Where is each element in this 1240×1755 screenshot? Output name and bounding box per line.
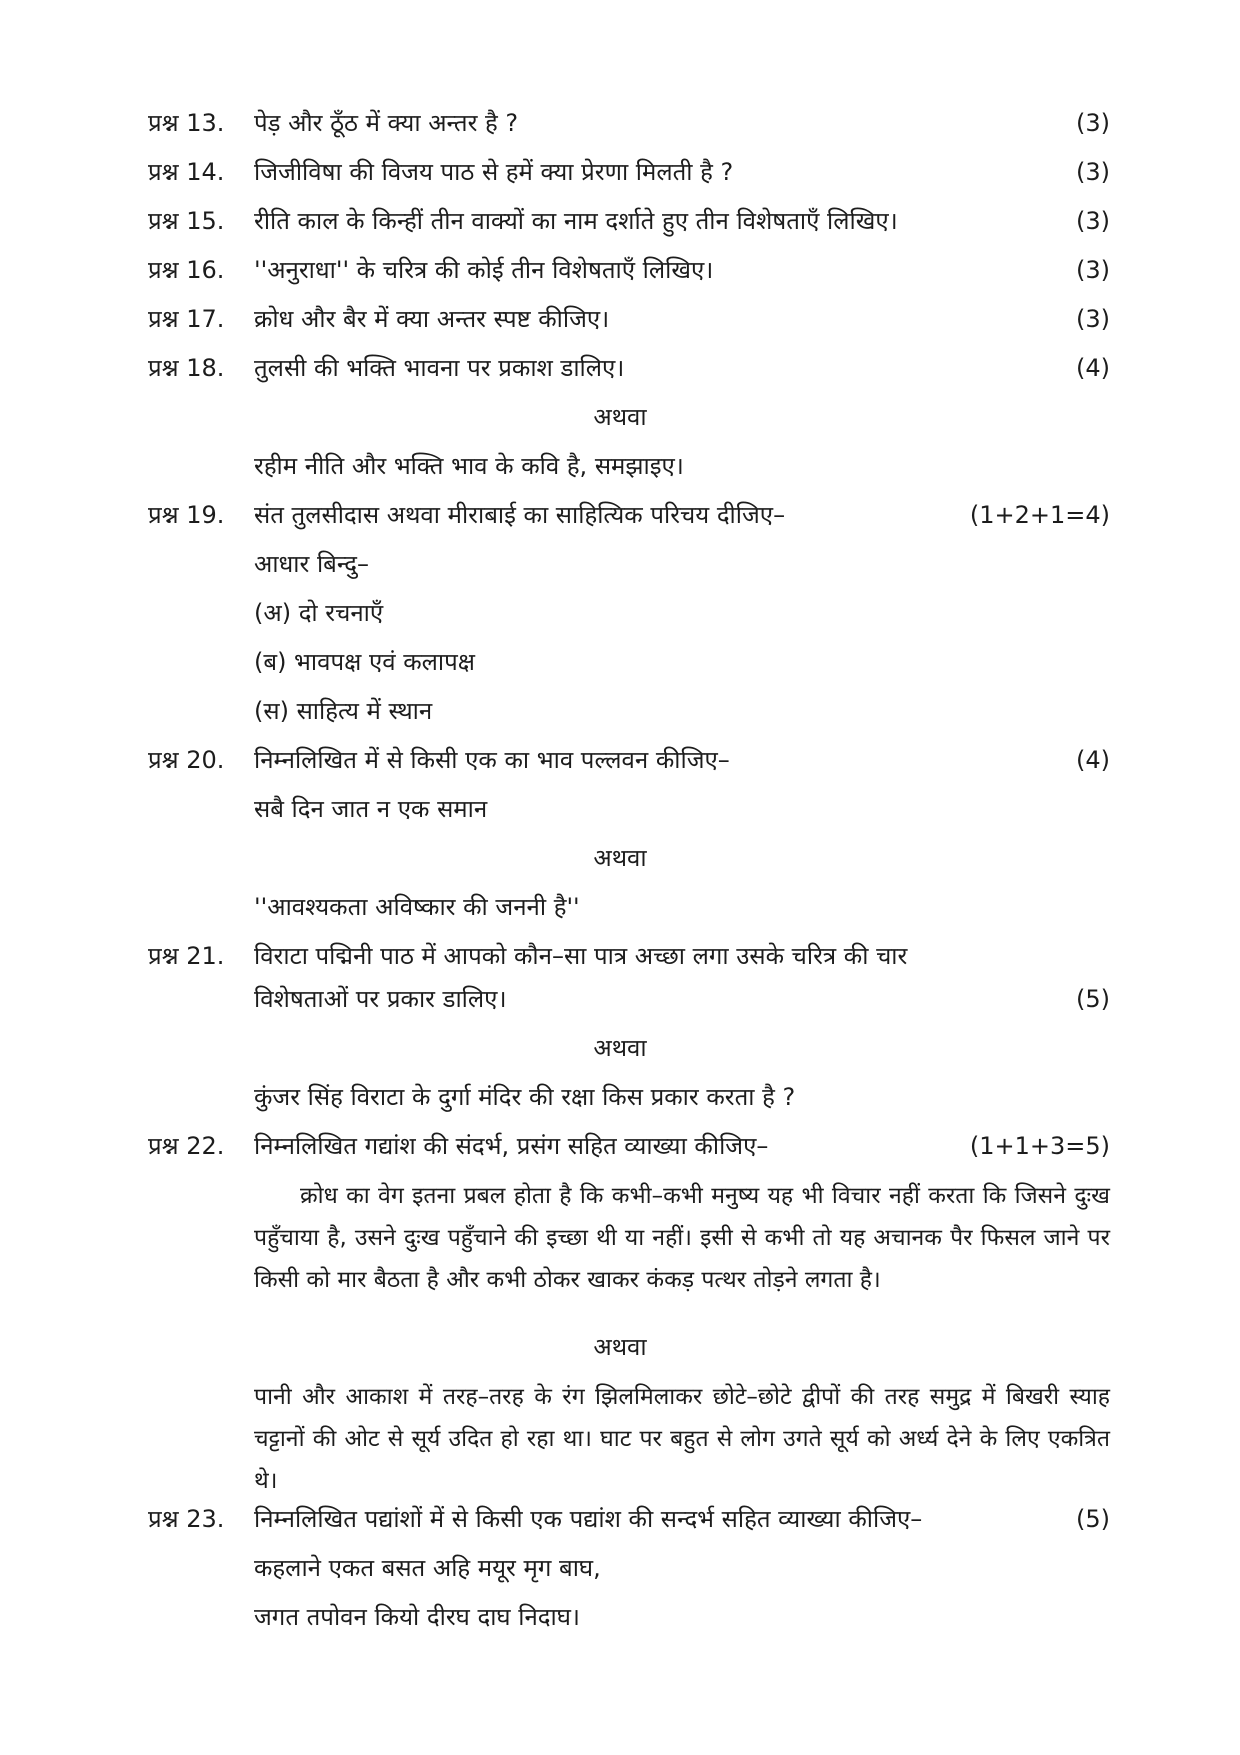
q17-text: क्रोध और बैर में क्या अन्तर स्पष्ट कीजिए। — [254, 305, 610, 333]
q23-text: निम्नलिखित पद्यांशों में से किसी एक पद्यांश की सन्दर्भ सहित व्याख्या कीजिए– — [254, 1505, 923, 1533]
q22-text: निम्नलिखित गद्यांश की संदर्भ, प्रसंग सहित व्याख्या कीजिए– — [254, 1132, 769, 1160]
q19-marks: (1+2+1=4) — [969, 501, 1110, 529]
q14-text: जिजीविषा की विजय पाठ से हमें क्या प्रेरणा मिलती है ? — [254, 158, 734, 186]
q20-alt2: ''आवश्यकता अविष्कार की जननी है'' — [254, 893, 580, 921]
q22-or: अथवा — [593, 1333, 647, 1361]
q23-verse-2: जगत तपोवन कियो दीरघ दाघ निदाघ। — [254, 1603, 580, 1631]
q19-point-c: (स) साहित्य में स्थान — [254, 697, 433, 725]
q18-label: प्रश्न 18. — [148, 354, 225, 382]
q17-label: प्रश्न 17. — [148, 305, 225, 333]
q19-text: संत तुलसीदास अथवा मीराबाई का साहित्यिक परिचय दीजिए– — [254, 501, 786, 529]
q15-marks: (3) — [1076, 207, 1110, 235]
q16-marks: (3) — [1076, 256, 1110, 284]
q20-alt1: सबै दिन जात न एक समान — [254, 795, 488, 823]
q19-point-a: (अ) दो रचनाएँ — [254, 599, 384, 627]
q18-alt: रहीम नीति और भक्ति भाव के कवि है, समझाइए। — [254, 452, 684, 480]
q13-marks: (3) — [1076, 109, 1110, 137]
q21-marks: (5) — [1076, 985, 1110, 1013]
q15-text: रीति काल के किन्हीं तीन वाक्यों का नाम दर्शाते हुए तीन विशेषताएँ लिखिए। — [254, 207, 898, 235]
q14-marks: (3) — [1076, 158, 1110, 186]
q21-or: अथवा — [593, 1034, 647, 1062]
q22-passage-2: पानी और आकाश में तरह–तरह के रंग झिलमिलाकर छोटे–छोटे द्वीपों की तरह समुद्र में बिखरी स्याह चट्टानों की ओट से सूर्य उदित हो रहा था। घाट पर बहुत से लोग उगते सूर्य को अर्ध्य देने के लिए एकत्रित थे। — [254, 1384, 1110, 1494]
q22-passage-1: क्रोध का वेग इतना प्रबल होता है कि कभी–कभी मनुष्य यह भी विचार नहीं करता कि जिसने दुःख पहुँचाया है, उसने दुःख पहुँचाने की इच्छा थी या नहीं। इसी से कभी तो यह अचानक पैर फिसल जाने पर किसी को मार बैठता है और कभी ठोकर खाकर कंकड़ पत्थर तोड़ने लगता है। — [254, 1183, 1110, 1293]
q19-label: प्रश्न 19. — [148, 501, 225, 529]
q14-label: प्रश्न 14. — [148, 158, 225, 186]
q19-point-b: (ब) भावपक्ष एवं कलापक्ष — [254, 648, 475, 676]
q16-label: प्रश्न 16. — [148, 256, 225, 284]
q15-label: प्रश्न 15. — [148, 207, 225, 235]
q17-marks: (3) — [1076, 305, 1110, 333]
q18-marks: (4) — [1076, 354, 1110, 382]
q21-text2: विशेषताओं पर प्रकार डालिए। — [254, 985, 507, 1013]
q20-label: प्रश्न 20. — [148, 746, 225, 774]
q22-marks: (1+1+3=5) — [969, 1132, 1110, 1160]
q13-label: प्रश्न 13. — [148, 109, 225, 137]
q23-marks: (5) — [1076, 1505, 1110, 1533]
q19-sub: आधार बिन्दु– — [254, 550, 370, 578]
q13-text: पेड़ और ठूँठ में क्या अन्तर है ? — [254, 109, 519, 137]
q18-text: तुलसी की भक्ति भावना पर प्रकाश डालिए। — [254, 354, 625, 382]
q21-label: प्रश्न 21. — [148, 942, 225, 970]
q20-or: अथवा — [593, 844, 647, 872]
q21-alt: कुंजर सिंह विराटा के दुर्गा मंदिर की रक्षा किस प्रकार करता है ? — [254, 1083, 796, 1111]
q20-text: निम्नलिखित में से किसी एक का भाव पल्लवन कीजिए– — [254, 746, 730, 774]
q22-label: प्रश्न 22. — [148, 1132, 225, 1160]
q23-verse-1: कहलाने एकत बसत अहि मयूर मृग बाघ, — [254, 1554, 601, 1582]
q16-text: ''अनुराधा'' के चरित्र की कोई तीन विशेषताएँ लिखिए। — [254, 256, 714, 284]
q20-marks: (4) — [1076, 746, 1110, 774]
q23-label: प्रश्न 23. — [148, 1505, 225, 1533]
q21-text: विराटा पद्मिनी पाठ में आपको कौन–सा पात्र अच्छा लगा उसके चरित्र की चार — [254, 942, 908, 970]
q18-or: अथवा — [593, 403, 647, 431]
